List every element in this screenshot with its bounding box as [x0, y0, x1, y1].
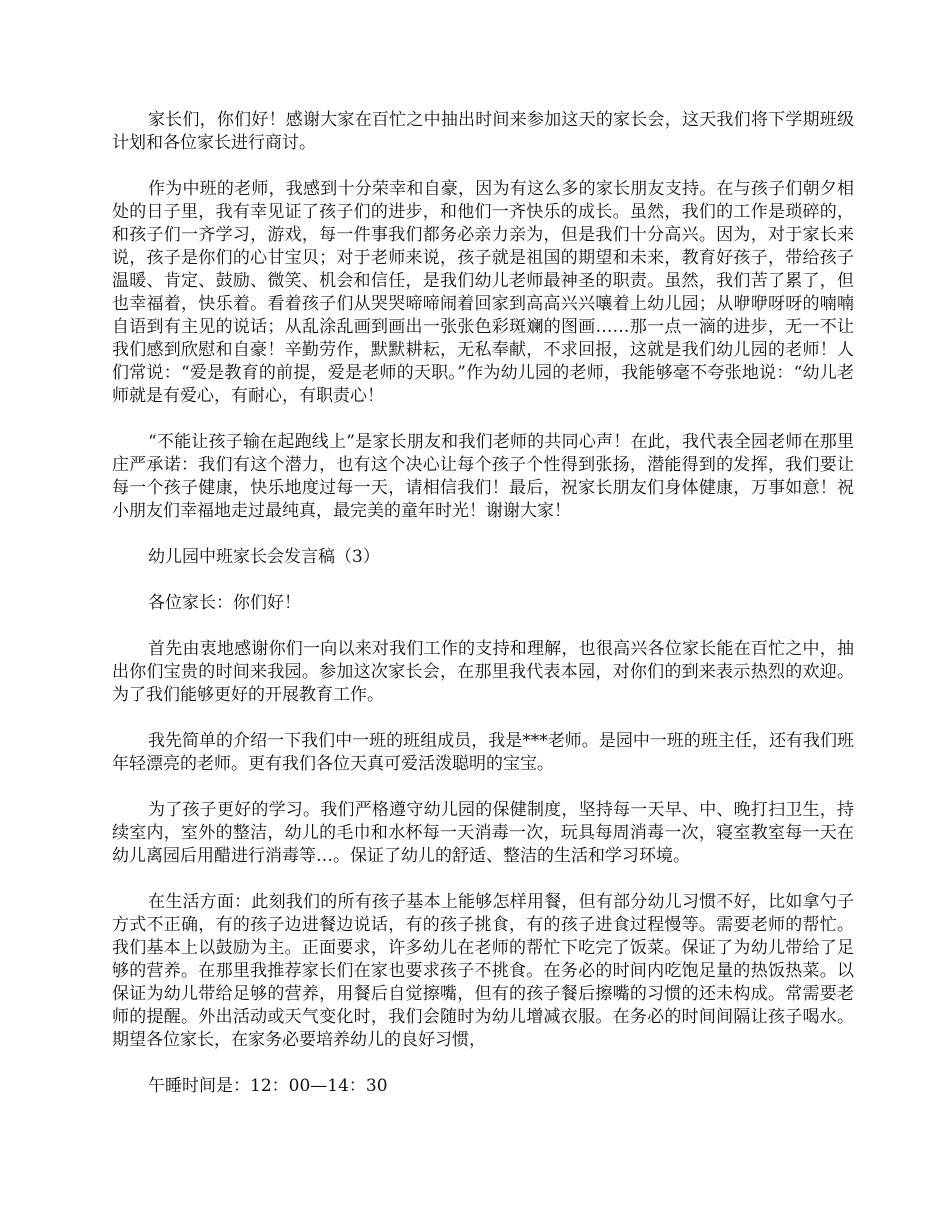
- section-title: 幼儿园中班家长会发言稿（3）: [148, 547, 380, 567]
- paragraph-teacher-honor: 作为中班的老师，我感到十分荣幸和自豪，因为有这么多的家长朋友支持。在与孩子们朝夕相处的日子里，我有幸见证了孩子们的进步，和他们一齐快乐的成长。虽然，我们的工作是琐碎的，和孩子们一齐学习，游戏，每一件事我们都务必亲力亲为，但是我们十分高兴。因为，对于家长来说，孩子是你们的心甘宝贝；对于老师来说，孩子就是祖国的期望和未来，教育好孩子，带给孩子温暖、肯定、鼓励、微笑、机会和信任，是我们幼儿老师最神圣的职责。虽然，我们苦了累了，但也幸福着，快乐着。看着孩子们从哭哭啼啼闹着回家到高高兴兴嚷着上幼儿园；从咿咿呀呀的喃喃自语到有主见的说话；从乱涂乱画到画出一张张色彩斑斓的图画……那一点一滴的进步，无一不让我们感到欣慰和自豪！辛勤劳作，默默耕耘，无私奉献，不求回报，这就是我们幼儿园的老师！人们常说：“爱是教育的前提，爱是老师的天职。”作为幼儿园的老师，我能够毫不夸张地说：“幼儿老师就是有爱心，有耐心，有职责心！: [112, 179, 854, 406]
- paragraph-hygiene: 为了孩子更好的学习。我们严格遵守幼儿园的保健制度，坚持每一天早、中、晚打扫卫生，持续室内，室外的整洁，幼儿的毛巾和水杯每一天消毒一次，玩具每周消毒一次，寝室教室每一天在幼儿离园后用醋进行消毒等…。保证了幼儿的舒适、整洁的生活和学习环境。: [112, 800, 854, 866]
- paragraph-salutation: 各位家长：你们好！: [148, 593, 301, 613]
- paragraph-promise: “不能让孩子输在起跑线上”是家长朋友和我们老师的共同心声！在此，我代表全园老师在那里庄严承诺：我们有这个潜力，也有这个决心让每个孩子个性得到张扬，潜能得到的发挥，我们要让每一个孩子健康，快乐地度过每一天，请相信我们！最后，祝家长朋友们身体健康，万事如意！祝小朋友们幸福地走过最纯真，最完美的童年时光！谢谢大家！: [112, 432, 854, 521]
- paragraph-introduction: 我先简单的介绍一下我们中一班的班组成员，我是***老师。是园中一班的班主任，还有我们班年轻漂亮的老师。更有我们各位天真可爱活泼聪明的宝宝。: [112, 731, 854, 774]
- document-page: [112, 109, 854, 1121]
- paragraph-thanks: 首先由衷地感谢你们一向以来对我们工作的支持和理解，也很高兴各位家长能在百忙之中，抽出你们宝贵的时间来我园。参加这次家长会，在那里我代表本园，对你们的到来表示热烈的欢迎。为了我们能够更好的开展教育工作。: [112, 639, 854, 705]
- paragraph-greeting: 家长们，你们好！感谢大家在百忙之中抽出时间来参加这天的家长会，这天我们将下学期班级计划和各位家长进行商讨。: [112, 110, 854, 153]
- paragraph-nap-time: 午睡时间是：12：00—14：30: [148, 1076, 388, 1096]
- paragraph-daily-life: 在生活方面：此刻我们的所有孩子基本上能够怎样用餐，但有部分幼儿习惯不好，比如拿勺子方式不正确，有的孩子边进餐边说话，有的孩子挑食，有的孩子进食过程慢等。需要老师的帮忙。我们基本上以鼓励为主。正面要求，许多幼儿在老师的帮忙下吃完了饭菜。保证了为幼儿带给了足够的营养。在那里我推荐家长们在家也要求孩子不挑食。在务必的时间内吃饱足量的热饭热菜。以保证为幼儿带给足够的营养，用餐后自觉擦嘴，但有的孩子餐后擦嘴的习惯的还未构成。常需要老师的提醒。外出活动或天气变化时，我们会随时为幼儿增减衣服。在务必的时间间隔让孩子喝水。期望各位家长，在家务必要培养幼儿的良好习惯，: [112, 892, 854, 1050]
